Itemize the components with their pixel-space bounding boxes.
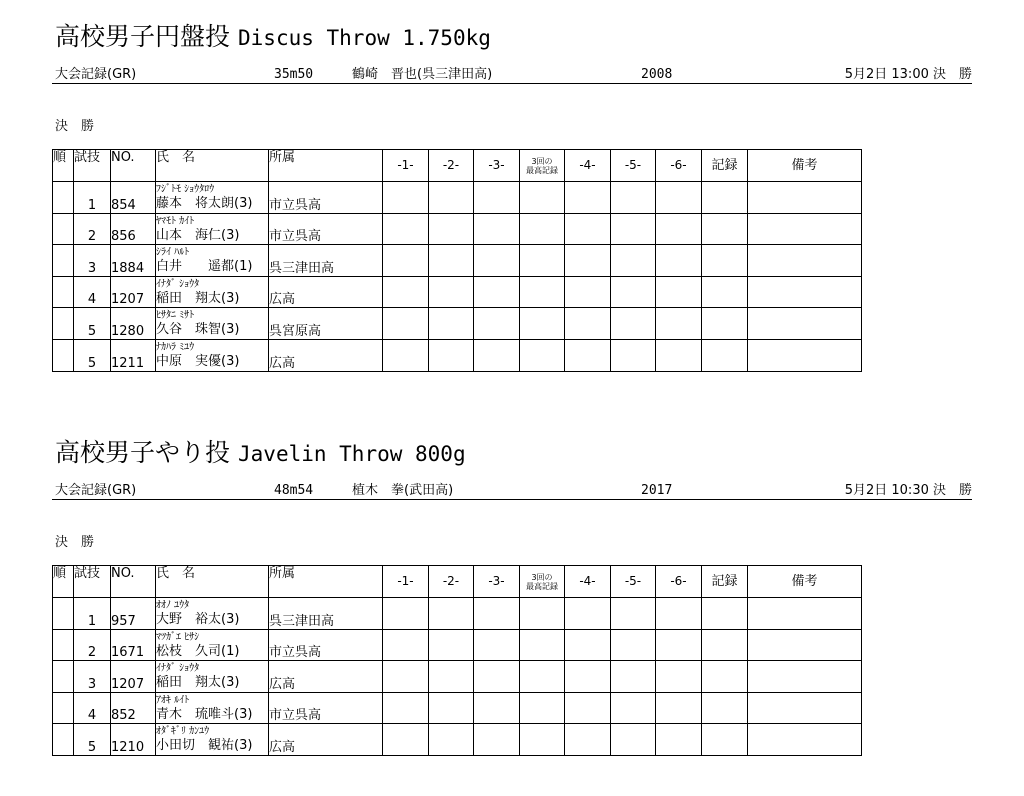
best-of-three-label-line2: 最高記録 xyxy=(526,581,558,591)
best-of-three-cell xyxy=(520,724,565,756)
bib-number: 856 xyxy=(111,213,156,245)
meet-record-year: 2017 xyxy=(641,483,673,498)
attempt-6-cell xyxy=(656,692,702,724)
attempt-6-cell xyxy=(656,245,702,277)
table-row xyxy=(53,692,862,724)
result-header: 記録 xyxy=(702,150,748,182)
team-header: 所属 xyxy=(269,566,383,598)
remarks-cell xyxy=(748,308,862,340)
event-discus-section xyxy=(0,0,1024,380)
athlete-name: 稲田 翔太(3) xyxy=(156,290,240,306)
athlete-name: 松枝 久司(1) xyxy=(156,643,240,659)
trial-order: 3 xyxy=(74,661,111,693)
attempt-2-cell xyxy=(429,308,474,340)
bib-number: 1211 xyxy=(111,339,156,371)
attempt-6-cell xyxy=(656,213,702,245)
table-row xyxy=(53,661,862,693)
attempt-3-cell xyxy=(474,598,520,630)
trial-order-header: 試技 xyxy=(74,566,111,598)
trial-order: 3 xyxy=(74,245,111,277)
attempt-2-header: -2- xyxy=(429,150,474,182)
attempt-1-cell xyxy=(383,182,429,214)
event-javelin-section xyxy=(0,416,1024,796)
attempt-1-cell xyxy=(383,308,429,340)
table-header-row xyxy=(53,150,862,182)
attempt-5-cell xyxy=(611,661,656,693)
attempt-3-cell xyxy=(474,213,520,245)
bib-number: 852 xyxy=(111,692,156,724)
attempt-6-cell xyxy=(656,339,702,371)
athlete-name: 青木 琉唯斗(3) xyxy=(156,706,253,722)
athlete-name: 山本 海仁(3) xyxy=(156,227,240,243)
attempt-1-cell xyxy=(383,724,429,756)
event-title-japanese: 高校男子やり投 xyxy=(55,438,231,467)
attempt-5-cell xyxy=(611,724,656,756)
attempt-4-header: -4- xyxy=(565,150,611,182)
attempt-2-cell xyxy=(429,245,474,277)
meet-record-holder: 鶴崎 晋也(呉三津田高) xyxy=(352,67,493,82)
attempt-3-cell xyxy=(474,182,520,214)
team-name: 市立呉高 xyxy=(269,182,383,214)
attempt-3-cell xyxy=(474,339,520,371)
team-name: 市立呉高 xyxy=(269,213,383,245)
attempt-4-cell xyxy=(565,724,611,756)
attempt-6-cell xyxy=(656,598,702,630)
remarks-header: 備考 xyxy=(748,150,862,182)
result-header: 記録 xyxy=(702,566,748,598)
attempt-3-cell xyxy=(474,245,520,277)
attempt-2-cell xyxy=(429,339,474,371)
attempt-6-cell xyxy=(656,724,702,756)
team-name: 市立呉高 xyxy=(269,629,383,661)
attempt-5-cell xyxy=(611,692,656,724)
rank-cell xyxy=(53,308,74,340)
table-row xyxy=(53,629,862,661)
meet-record-label: 大会記録(GR) xyxy=(55,483,137,498)
team-name: 広高 xyxy=(269,724,383,756)
table-row xyxy=(53,182,862,214)
team-name: 広高 xyxy=(269,276,383,308)
attempt-4-cell xyxy=(565,661,611,693)
event-title-english: Discus Throw 1.750kg xyxy=(238,26,491,50)
attempt-3-cell xyxy=(474,692,520,724)
attempt-5-header: -5- xyxy=(611,150,656,182)
meet-record-label: 大会記録(GR) xyxy=(55,67,137,82)
rank-cell xyxy=(53,245,74,277)
attempt-4-cell xyxy=(565,213,611,245)
result-cell xyxy=(702,339,748,371)
athlete-name: 大野 裕太(3) xyxy=(156,612,240,627)
team-name: 広高 xyxy=(269,661,383,693)
attempt-5-header: -5- xyxy=(611,566,656,598)
athlete-name-kana: ﾔﾏﾓﾄ ｶｲﾄ xyxy=(156,215,195,227)
attempt-5-cell xyxy=(611,182,656,214)
meet-record-line xyxy=(52,482,972,500)
athlete-name-kana: ｵﾀﾞｷﾞﾘ ｶﾝﾕｳ xyxy=(156,726,210,738)
attempt-5-cell xyxy=(611,276,656,308)
attempt-4-cell xyxy=(565,308,611,340)
event-title-english: Javelin Throw 800g xyxy=(238,442,466,466)
result-cell xyxy=(702,245,748,277)
bib-number: 1671 xyxy=(111,629,156,661)
team-name: 呉三津田高 xyxy=(269,245,383,277)
attempt-3-cell xyxy=(474,661,520,693)
attempt-4-cell xyxy=(565,182,611,214)
athlete-cell xyxy=(156,724,269,756)
attempt-2-cell xyxy=(429,629,474,661)
best-of-three-cell xyxy=(520,598,565,630)
athlete-name-kana: ﾋｻﾀﾆ ﾐｻﾄ xyxy=(156,310,195,322)
best-of-three-label-line2: 最高記録 xyxy=(526,165,558,175)
best-of-three-cell xyxy=(520,182,565,214)
trial-order: 5 xyxy=(74,339,111,371)
bib-number: 1207 xyxy=(111,276,156,308)
attempt-5-cell xyxy=(611,629,656,661)
rank-cell xyxy=(53,276,74,308)
athlete-name-kana: ｼﾗｲ ﾊﾙﾄ xyxy=(156,247,190,259)
athlete-cell xyxy=(156,182,269,214)
result-cell xyxy=(702,598,748,630)
athlete-name-kana: ｱｵｷ ﾙｲﾄ xyxy=(156,694,190,706)
remarks-cell xyxy=(748,661,862,693)
rank-cell xyxy=(53,661,74,693)
athlete-name-kana: ｲﾅﾀﾞ ｼｮｳﾀ xyxy=(156,663,200,675)
meet-record-mark: 48m54 xyxy=(274,483,314,498)
attempt-3-header: -3- xyxy=(474,566,520,598)
best-of-three-label-line1: 3回の xyxy=(531,572,553,582)
best-of-three-header xyxy=(520,566,565,598)
attempt-2-cell xyxy=(429,213,474,245)
event-schedule: 5月2日 13:00 決 勝 xyxy=(844,67,972,82)
result-cell xyxy=(702,692,748,724)
attempt-5-cell xyxy=(611,339,656,371)
bib-number: 1884 xyxy=(111,245,156,277)
athlete-cell xyxy=(156,692,269,724)
result-cell xyxy=(702,661,748,693)
attempt-1-cell xyxy=(383,598,429,630)
attempt-4-cell xyxy=(565,339,611,371)
best-of-three-cell xyxy=(520,661,565,693)
meet-record-mark: 35m50 xyxy=(274,67,314,82)
best-of-three-header xyxy=(520,150,565,182)
athlete-name-kana: ｲﾅﾀﾞ ｼｮｳﾀ xyxy=(156,278,200,290)
attempt-2-cell xyxy=(429,598,474,630)
team-name: 広高 xyxy=(269,339,383,371)
best-of-three-cell xyxy=(520,339,565,371)
athlete-name-kana: ﾏﾂｶﾞｴ ﾋｻｼ xyxy=(156,631,200,643)
start-list-table xyxy=(52,565,862,756)
attempt-2-cell xyxy=(429,724,474,756)
rank-cell xyxy=(53,339,74,371)
rank-header: 順 xyxy=(53,150,74,182)
attempt-5-cell xyxy=(611,245,656,277)
remarks-cell xyxy=(748,276,862,308)
athlete-name: 小田切 観祐(3) xyxy=(156,738,253,754)
trial-order: 5 xyxy=(74,308,111,340)
rank-cell xyxy=(53,692,74,724)
best-of-three-cell xyxy=(520,213,565,245)
rank-cell xyxy=(53,724,74,756)
bib-number-header: NO. xyxy=(111,566,156,598)
attempt-5-cell xyxy=(611,213,656,245)
trial-order: 4 xyxy=(74,692,111,724)
remarks-cell xyxy=(748,598,862,630)
rank-header: 順 xyxy=(53,566,74,598)
result-cell xyxy=(702,724,748,756)
best-of-three-cell xyxy=(520,276,565,308)
athlete-name: 久谷 珠智(3) xyxy=(156,322,240,338)
attempt-2-cell xyxy=(429,182,474,214)
start-list-table xyxy=(52,149,862,372)
athlete-cell xyxy=(156,308,269,340)
attempt-2-header: -2- xyxy=(429,566,474,598)
team-name: 呉宮原高 xyxy=(269,308,383,340)
result-cell xyxy=(702,629,748,661)
best-of-three-cell xyxy=(520,245,565,277)
athlete-name: 中原 実優(3) xyxy=(156,353,240,369)
remarks-cell xyxy=(748,724,862,756)
athlete-name-kana: ﾅｶﾊﾗ ﾐﾕｳ xyxy=(156,341,195,353)
trial-order: 2 xyxy=(74,629,111,661)
bib-number-header: NO. xyxy=(111,150,156,182)
attempt-6-cell xyxy=(656,308,702,340)
athlete-cell xyxy=(156,598,269,630)
attempt-3-cell xyxy=(474,276,520,308)
attempt-1-cell xyxy=(383,629,429,661)
athlete-name: 藤本 将太朗(3) xyxy=(156,196,253,211)
athlete-cell xyxy=(156,276,269,308)
trial-order-header: 試技 xyxy=(74,150,111,182)
attempt-1-header: -1- xyxy=(383,566,429,598)
attempt-2-cell xyxy=(429,692,474,724)
attempt-4-cell xyxy=(565,692,611,724)
attempt-1-cell xyxy=(383,245,429,277)
rank-cell xyxy=(53,182,74,214)
bib-number: 1280 xyxy=(111,308,156,340)
attempt-6-cell xyxy=(656,276,702,308)
athlete-cell xyxy=(156,339,269,371)
rank-cell xyxy=(53,629,74,661)
team-name: 市立呉高 xyxy=(269,692,383,724)
result-cell xyxy=(702,308,748,340)
attempt-4-cell xyxy=(565,245,611,277)
event-title xyxy=(55,22,491,55)
athlete-name: 白井 遥都(1) xyxy=(156,259,253,275)
attempt-3-cell xyxy=(474,308,520,340)
trial-order: 2 xyxy=(74,213,111,245)
remarks-cell xyxy=(748,692,862,724)
table-row xyxy=(53,308,862,340)
attempt-1-cell xyxy=(383,213,429,245)
best-of-three-cell xyxy=(520,308,565,340)
event-schedule: 5月2日 10:30 決 勝 xyxy=(844,483,972,498)
table-row xyxy=(53,276,862,308)
table-row xyxy=(53,724,862,756)
attempt-6-cell xyxy=(656,182,702,214)
athlete-cell xyxy=(156,213,269,245)
round-label: 決 勝 xyxy=(55,535,95,550)
attempt-3-header: -3- xyxy=(474,150,520,182)
bib-number: 1207 xyxy=(111,661,156,693)
result-cell xyxy=(702,213,748,245)
meet-record-line xyxy=(52,66,972,84)
athlete-name: 稲田 翔太(3) xyxy=(156,675,240,691)
trial-order: 1 xyxy=(74,182,111,214)
athlete-cell xyxy=(156,629,269,661)
remarks-cell xyxy=(748,245,862,277)
event-title xyxy=(55,438,466,471)
attempt-1-cell xyxy=(383,692,429,724)
attempt-6-cell xyxy=(656,629,702,661)
result-cell xyxy=(702,276,748,308)
bib-number: 1210 xyxy=(111,724,156,756)
bib-number: 957 xyxy=(111,598,156,630)
team-name: 呉三津田高 xyxy=(269,598,383,630)
table-row xyxy=(53,339,862,371)
attempt-6-header: -6- xyxy=(656,566,702,598)
attempt-4-cell xyxy=(565,629,611,661)
athlete-cell xyxy=(156,661,269,693)
best-of-three-label-line1: 3回の xyxy=(531,156,553,166)
attempt-3-cell xyxy=(474,629,520,661)
attempt-6-cell xyxy=(656,661,702,693)
athlete-cell xyxy=(156,245,269,277)
trial-order: 1 xyxy=(74,598,111,630)
best-of-three-cell xyxy=(520,629,565,661)
athlete-name-header: 氏 名 xyxy=(156,566,269,598)
remarks-cell xyxy=(748,213,862,245)
attempt-1-cell xyxy=(383,339,429,371)
table-row xyxy=(53,213,862,245)
remarks-header: 備考 xyxy=(748,566,862,598)
team-header: 所属 xyxy=(269,150,383,182)
attempt-2-cell xyxy=(429,661,474,693)
athlete-name-header: 氏 名 xyxy=(156,150,269,182)
attempt-4-cell xyxy=(565,598,611,630)
remarks-cell xyxy=(748,629,862,661)
attempt-1-cell xyxy=(383,661,429,693)
attempt-3-cell xyxy=(474,724,520,756)
result-cell xyxy=(702,182,748,214)
attempt-4-cell xyxy=(565,276,611,308)
attempt-2-cell xyxy=(429,276,474,308)
attempt-4-header: -4- xyxy=(565,566,611,598)
table-row xyxy=(53,245,862,277)
best-of-three-cell xyxy=(520,692,565,724)
table-row xyxy=(53,598,862,630)
trial-order: 4 xyxy=(74,276,111,308)
attempt-5-cell xyxy=(611,308,656,340)
meet-record-holder: 植木 拳(武田高) xyxy=(352,483,454,498)
attempt-1-cell xyxy=(383,276,429,308)
remarks-cell xyxy=(748,182,862,214)
athlete-name-kana: ｵｵﾉ ﾕｳﾀ xyxy=(156,600,190,611)
rank-cell xyxy=(53,598,74,630)
attempt-1-header: -1- xyxy=(383,150,429,182)
remarks-cell xyxy=(748,339,862,371)
athlete-name-kana: ﾌｼﾞﾄﾓ ｼｮｳﾀﾛｳ xyxy=(156,184,215,195)
attempt-6-header: -6- xyxy=(656,150,702,182)
attempt-5-cell xyxy=(611,598,656,630)
event-title-japanese: 高校男子円盤投 xyxy=(55,22,231,51)
trial-order: 5 xyxy=(74,724,111,756)
round-label: 決 勝 xyxy=(55,119,95,134)
rank-cell xyxy=(53,213,74,245)
bib-number: 854 xyxy=(111,182,156,214)
meet-record-year: 2008 xyxy=(641,67,673,82)
table-header-row xyxy=(53,566,862,598)
